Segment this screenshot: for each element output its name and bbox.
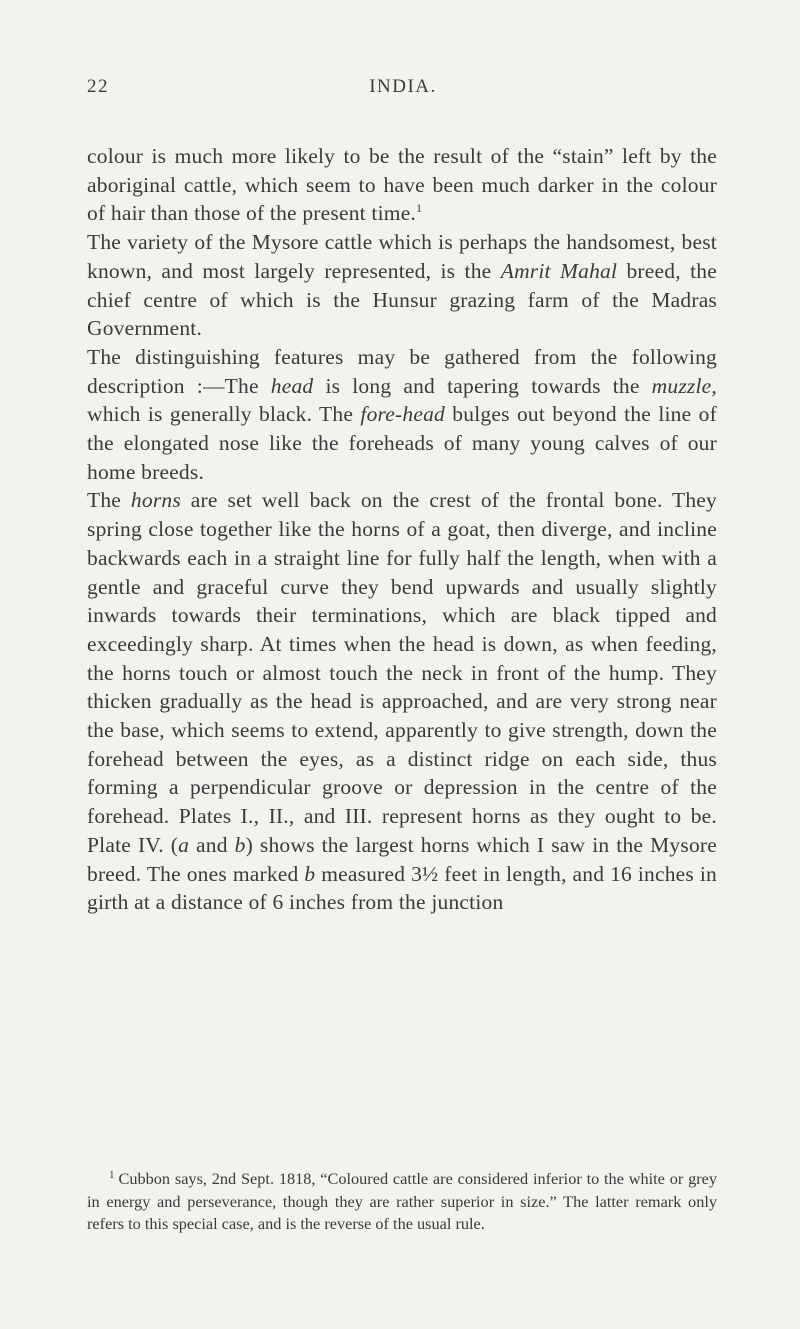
breed-name: Amrit Mahal — [500, 258, 618, 283]
running-head: INDIA. — [369, 76, 437, 97]
body-text — [87, 142, 717, 917]
footnote-marker: 1 — [109, 1168, 115, 1181]
footnotes — [87, 1168, 717, 1236]
paragraph-4: The horns are set well back on the crest of the frontal bone. They spring close together like the horns of a goat, then diverge, and incline backwards each in a straight line for fully half the length, when with a gentle and graceful curve they bend upwards and usually slightly inwards towards their terminations, which are black tipped and exceedingly sharp. At times when the head is down, as when feeding, the horns touch or almost touch the neck in front of the hump. They thicken gradually as the head is approached, and are very strong near the base, which seems to extend, apparently to give strength, down the forehead between the eyes, as a distinct ridge on each side, thus forming a perpendicular groove or depression in the centre of the forehead. Plates I., II., and III. represent horns as they ought to be. Plate IV. (a and b) shows the largest horns which I saw in the Mysore breed. The ones marked b measured 3½ feet in length, and 16 inches in girth at a distance of 6 inches from the junction — [87, 488, 718, 915]
paragraph-3: The distinguishing features may be gathered from the following description :—The head is long and tapering towards the muzzle, which is generally black. The fore-head bulges out beyond the line of the elongated nose like the foreheads of many young calves of our home breeds. — [87, 344, 717, 484]
page-number: 22 — [87, 76, 109, 97]
footnote-1: $^1$ Cubbon says, 2nd Sept. 1818, “Coloured cattle are considered inferior to the white or grey in energy and perseverance, though they are rather superior in size.” The latter remark only refers to this special case, and is the reverse of the usual rule. — [87, 1168, 717, 1233]
paragraph-1: colour is much more likely to be the result of the “stain” left by the aboriginal cattle, which seem to have been much darker in the colour of hair than those of the present time.$^1$ — [87, 144, 717, 226]
footnote-reference: 1 — [416, 201, 423, 216]
page-header — [87, 76, 719, 106]
paragraph-2: The variety of the Mysore cattle which is perhaps the handsomest, best known, and most largely represented, is the Amrit Mahal breed, the chief centre of which is the Hunsur grazing farm of the Madras Government. — [87, 230, 717, 341]
